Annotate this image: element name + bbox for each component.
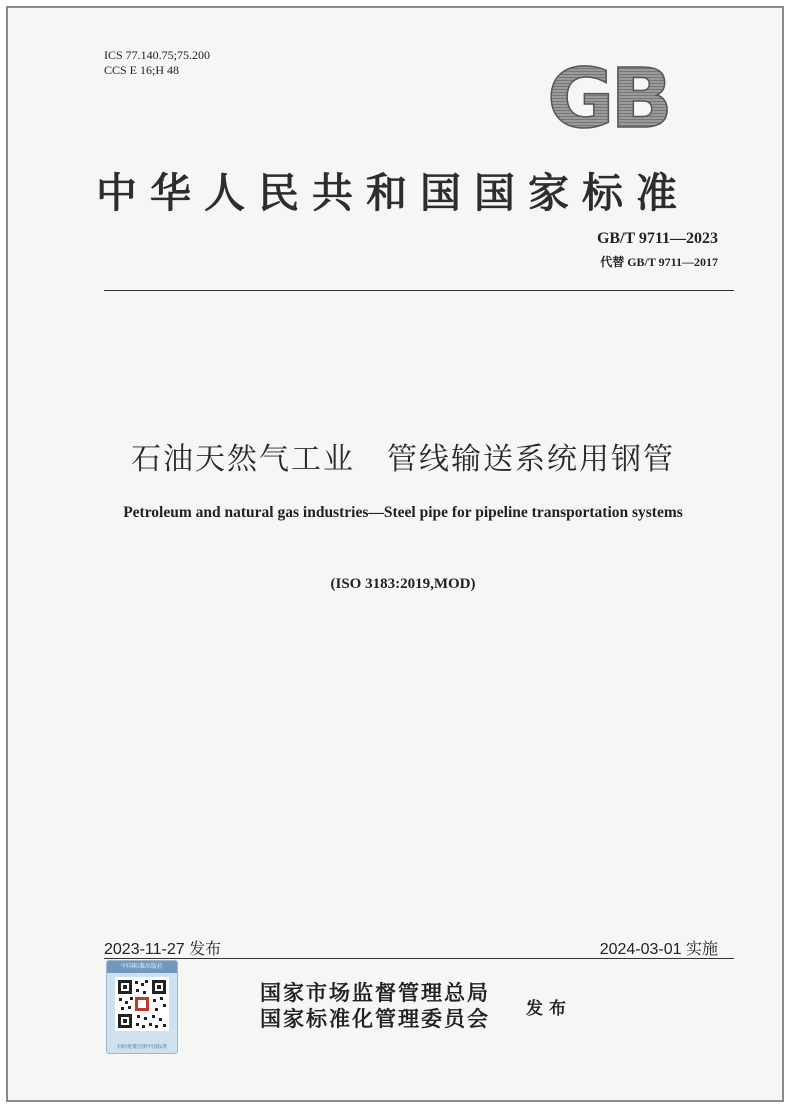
replaces-standard: 代替 GB/T 9711—2017	[600, 255, 718, 269]
issue-label: 发布	[526, 999, 572, 1019]
publish-date: 2023-11-27 发布	[104, 941, 222, 958]
gb-logo-text: GB	[547, 55, 669, 137]
document-title-cn: 石油天然气工业 管线输送系统用钢管	[131, 442, 675, 477]
iso-adoption: (ISO 3183:2019,MOD)	[330, 576, 476, 592]
ics-code: ICS 77.140.75;75.200	[104, 48, 211, 62]
gb-logo-icon	[528, 55, 688, 137]
issuer-sac: 国家标准化管理委员会	[260, 1006, 490, 1031]
national-standard-title: 中华人民共和国国家标准	[96, 169, 690, 217]
qr-card-header: 中国标准出版社	[107, 961, 177, 973]
qr-card-footer: 扫码免费注册中国标准	[116, 1044, 167, 1050]
qr-code-card[interactable]	[106, 960, 178, 1054]
footer-divider	[104, 958, 734, 959]
issuer-samr: 国家市场监督管理总局	[260, 980, 490, 1005]
standard-number: GB/T 9711—2023	[596, 230, 718, 247]
header-divider	[104, 290, 734, 291]
implement-date: 2024-03-01 实施	[599, 941, 718, 958]
classification-codes	[104, 48, 210, 78]
issuing-authorities	[260, 980, 490, 1032]
document-title-en: Petroleum and natural gas industries—Steel pipe for pipeline transportation systems	[123, 504, 683, 521]
document-cover	[6, 6, 784, 1102]
ccs-code: CCS E 16;H 48	[104, 63, 180, 77]
qr-code-icon	[115, 977, 169, 1031]
